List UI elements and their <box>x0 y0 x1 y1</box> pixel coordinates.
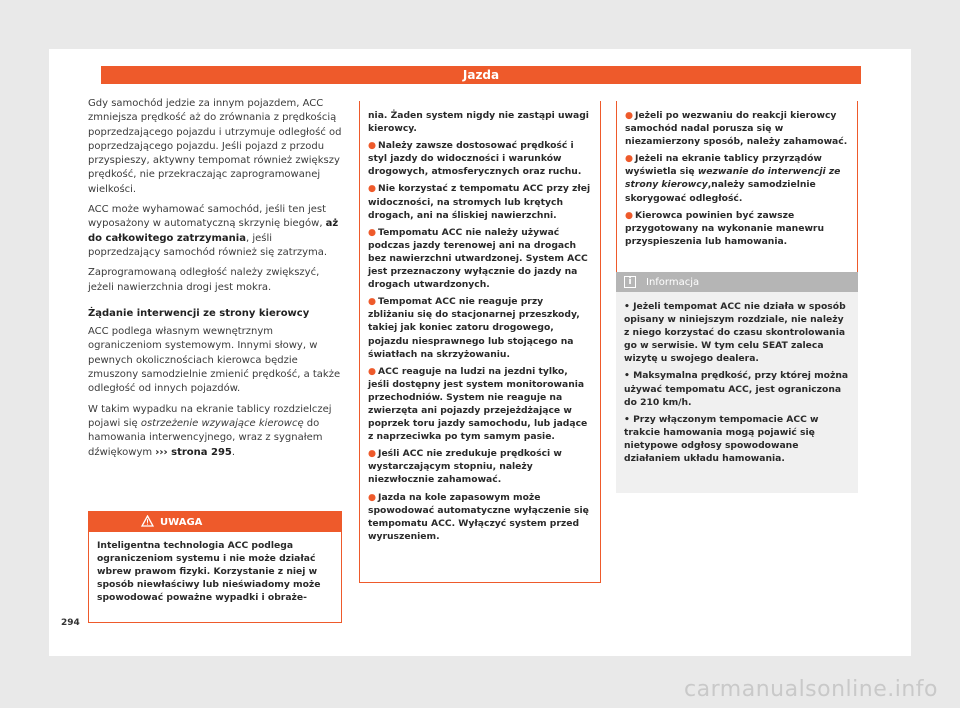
italic-text: wezwanie do interwencji ze strony kierowcy <box>625 166 841 191</box>
text-span: ACC może wyhamować samochód, jeśli ten jest wyposażony w automatyczną skrzynię biegów, <box>88 204 327 230</box>
bullet-text: Jeżeli tempomat ACC nie działa w sposób opisany w niniejszym rozdziale, nie należy z niego korzystać do czasu skontrolowania go w serwisie. W tym celu SEAT zaleca wizytę u swojego dealera. <box>624 301 846 365</box>
emphasis-text: aż do całkowitego zatrzymania <box>88 218 339 244</box>
bullet-icon: ● <box>368 183 377 195</box>
text-span: . <box>231 446 236 458</box>
bullet-text: Przy włączonym tempomacie ACC w trakcie hamowania mogą pojawić się nietypowe odgłosy spowodowane działaniem układu hamowania. <box>624 413 819 465</box>
bullet-text: Należy zawsze dostosować prędkość i styl jazdy do widoczności i warunków drogowych, atmosferycznych oraz ruchu. <box>368 140 582 178</box>
watermark: carmanualsonline.info <box>684 677 938 702</box>
bullet-text: Maksymalna prędkość, przy której można używać tempomatu ACC, jest ograniczona do 210 km/h. <box>624 370 849 408</box>
bullet-icon: ● <box>625 110 634 121</box>
bullet-icon: ● <box>368 491 377 503</box>
paragraph-acc-stop <box>88 203 343 260</box>
warning-header <box>89 512 341 532</box>
manual-page <box>49 49 911 656</box>
list-item <box>368 447 592 486</box>
list-item <box>624 413 850 465</box>
list-item <box>368 365 592 444</box>
paragraph-distance: Zaprogramowaną odległość należy zwiększyć, jeżeli nawierzchnia drogi jest mokra. <box>88 267 320 293</box>
list-item <box>624 369 850 408</box>
information-title: Informacja <box>646 276 700 288</box>
bullet-icon: ● <box>368 448 377 460</box>
list-item <box>368 226 592 291</box>
section-header: Jazda <box>101 66 861 84</box>
info-icon: i <box>624 276 636 288</box>
bullet-text: Tempomat ACC nie reaguje przy zbliżaniu się do stacjonarnej przeszkody, takiej jak koniec zatoru drogowego, pojazdu niesprawnego lub stojącego na światłach na skrzyżowaniu. <box>368 296 580 360</box>
italic-text: ostrzeżenie wzywające kierowcę <box>140 417 304 429</box>
bullet-icon: • <box>624 370 634 382</box>
list-item <box>368 139 592 178</box>
paragraph-warning-display <box>88 403 343 460</box>
warning-continuation-text: nia. Żaden system nigdy nie zastąpi uwagi kierowcy. <box>368 110 589 135</box>
text-span: , jeśli poprzedzający samochód również się zatrzyma. <box>88 232 328 258</box>
bullet-text: Jeśli ACC nie zredukuje prędkości w wystarczającym stopniu, należy niezwłocznie zahamować. <box>368 448 562 486</box>
main-text-column <box>88 97 343 466</box>
bullet-icon: • <box>624 301 634 312</box>
bullet-icon: ● <box>368 226 377 238</box>
bullet-text: Kierowca powinien być zawsze przygotowany na wykonanie manewru przyspieszenia lub hamowania. <box>625 209 825 247</box>
list-item <box>624 300 850 365</box>
information-text <box>616 292 858 465</box>
bullet-icon: • <box>624 413 634 425</box>
bullet-text: Jazda na kole zapasowym może spowodować automatyczne wyłączenie się tempomatu ACC. Wyłączyć system przed wyruszeniem. <box>368 491 589 542</box>
bullet-text: ,należy samodzielnie skorygować odległość. <box>625 179 816 204</box>
warning-title: UWAGA <box>160 516 203 528</box>
paragraph-acc-follow: Gdy samochód jedzie za innym pojazdem, ACC zmniejsza prędkość aż do zrównania z prędkością poprzedzającego pojazdu i utrzymuje odległość od poprzedzającego pojazdu. Jeśli pojazd z przodu przyspieszy, aktywny tempomat również zwiększy prędkość, nie przekraczając zaprogramowanej wielkości. <box>88 98 342 195</box>
bullet-icon: ● <box>625 209 634 221</box>
warning-triangle-icon <box>141 515 154 530</box>
page-number: 294 <box>61 618 80 628</box>
warning-continuation-column <box>359 101 601 583</box>
bullet-text: Tempomatu ACC nie należy używać podczas jazdy terenowej ani na drogach bez nawierzchni utwardzonej. System ACC jest przeznaczony wyłącznie do jazdy na drogach utwardzonych. <box>368 226 588 291</box>
list-item <box>368 295 592 360</box>
bullet-text: Nie korzystać z tempomatu ACC przy złej widoczności, na stromych lub krętych drogach, ani na śliskiej nawierzchni. <box>368 183 591 221</box>
information-box <box>616 272 858 493</box>
bullet-text: Jeżeli na ekranie tablicy przyrządów wyświetla się <box>625 153 822 178</box>
bullet-icon: ● <box>625 153 634 165</box>
list-item <box>368 491 592 543</box>
text-span: W takim wypadku na ekranie tablicy rozdzielczej pojawi się <box>88 403 332 429</box>
list-item <box>625 109 849 148</box>
bullet-text: ACC reaguje na ludzi na jezdni tylko, jeśli dostępny jest system monitorowania przechodniów. System nie reaguje na zwierzęta ani pojazdy przejeżdżające w poprzek toru jazdy samochodu, lub jadące z naprzeciwka po tym samym pasie. <box>368 365 588 443</box>
list-item <box>625 209 849 248</box>
paragraph-limits: ACC podlega własnym wewnętrznym ograniczeniom systemowym. Innymi słowy, w pewnych okolicznościach kierowca będzie zmuszony samodzielnie zmienić prędkość, a także odległość od innych pojazdów. <box>88 326 341 395</box>
warning-continuation-box <box>616 101 858 274</box>
bullet-text: Jeżeli po wezwaniu do reakcji kierowcy samochód nadal porusza się w niezamierzony sposób, należy zahamować. <box>625 110 848 148</box>
warning-box <box>88 511 342 623</box>
list-item <box>625 152 849 204</box>
page-reference-link[interactable]: ››› strona 295 <box>155 446 232 458</box>
list-item <box>368 182 592 221</box>
subheading-driver-intervention: Żądanie interwencji ze strony kierowcy <box>88 307 310 319</box>
warning-text: Inteligentna technologia ACC podlega ograniczeniom systemu i nie może działać wbrew prawom fizyki. Korzystanie z niej w sposób niewłaściwy lub nieświadomy może spowodować poważne wypadki i obraże- <box>97 540 321 603</box>
information-header <box>616 272 858 292</box>
bullet-icon: ● <box>368 140 377 152</box>
bullet-icon: ● <box>368 365 377 377</box>
bullet-icon: ● <box>368 296 377 308</box>
text-span: do hamowania interwencyjnego, wraz z sygnałem dźwiękowym <box>88 417 323 458</box>
warning-bullet-list <box>368 139 592 543</box>
